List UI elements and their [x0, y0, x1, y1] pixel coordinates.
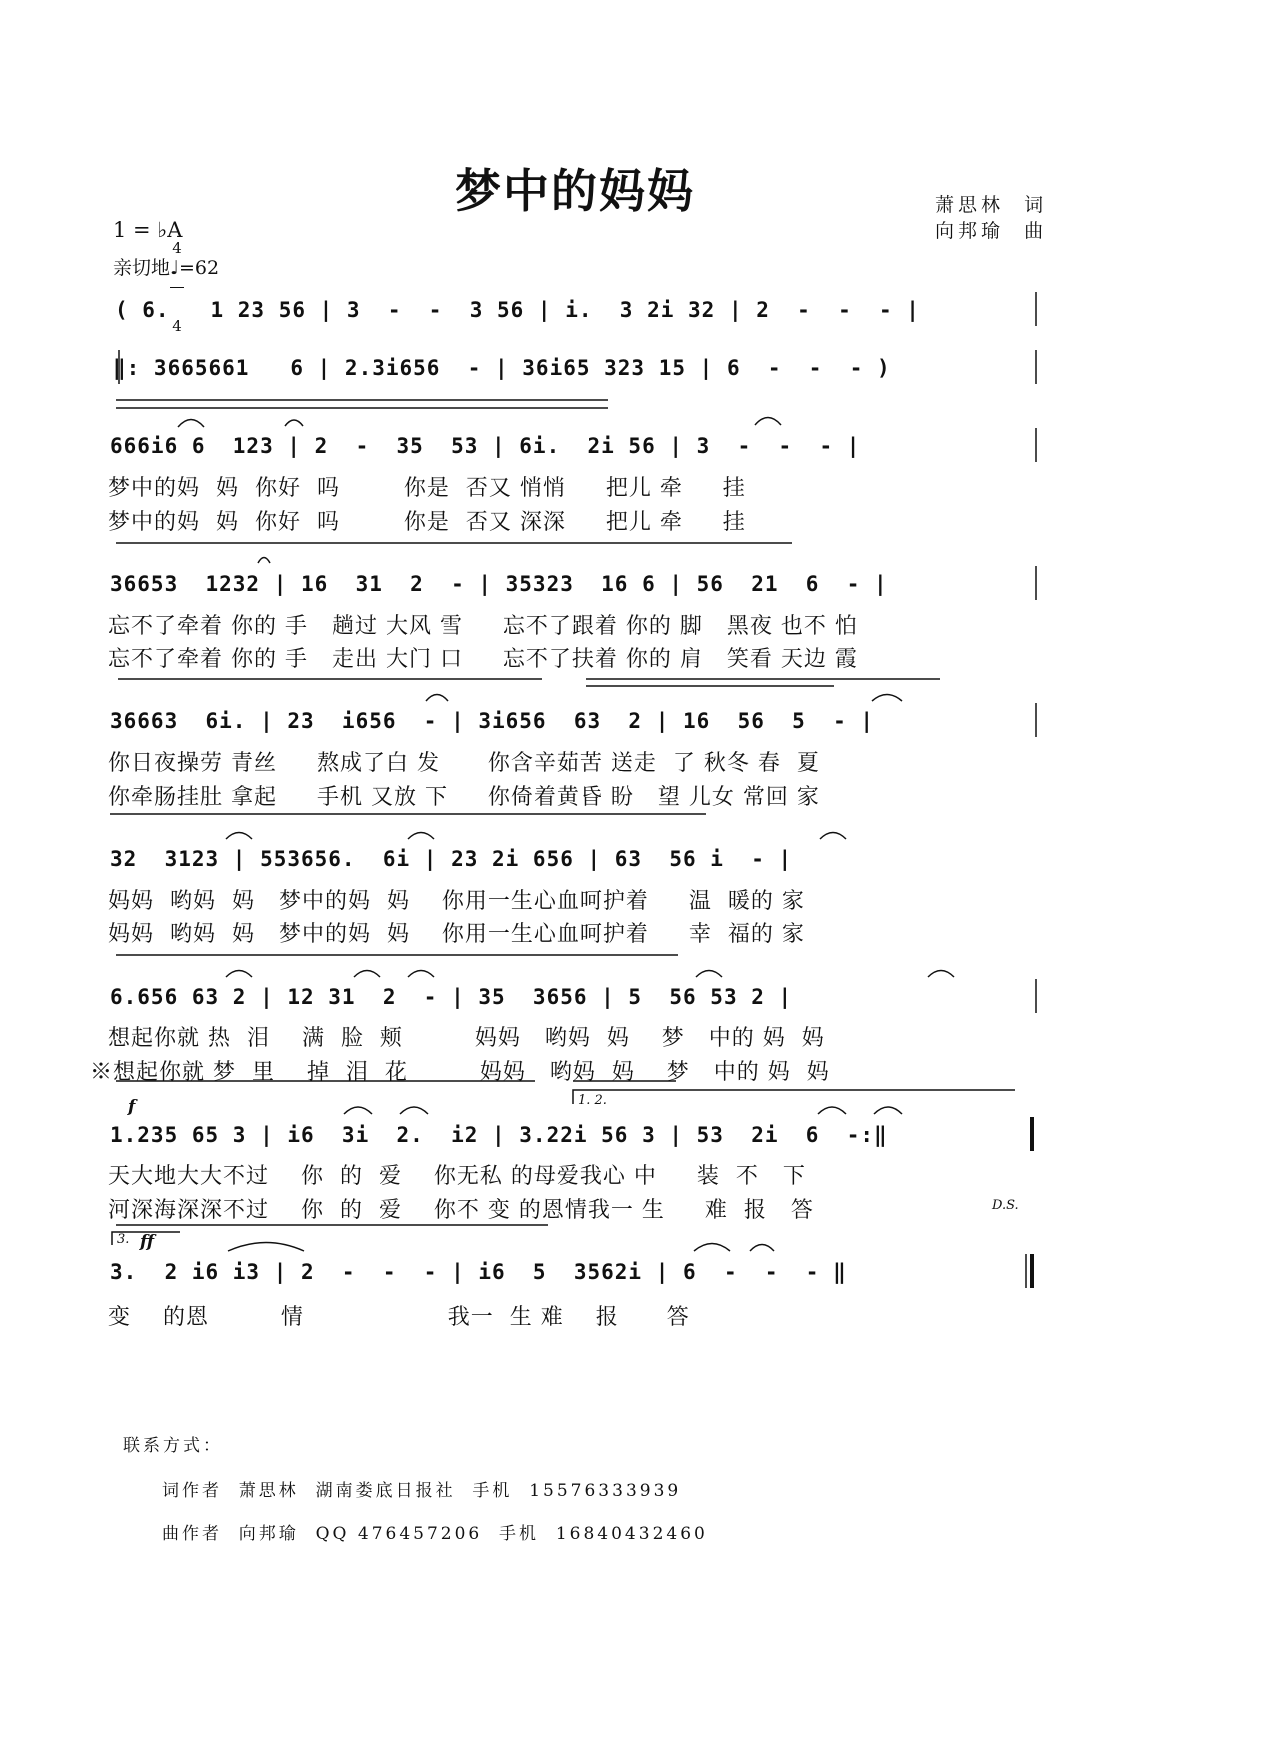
dynamic-fortissimo: ff: [140, 1232, 155, 1252]
lyric-line-3-verse-1: 梦中的妈 妈 你好 吗 你是 否又 悄悄 把儿 牵 挂: [108, 476, 746, 501]
slur: [258, 558, 270, 564]
slur: [408, 833, 434, 840]
slur: [354, 971, 380, 978]
time-signature-bottom: 4: [172, 317, 182, 335]
lyric-line-7-verse-2: ※想起你就 梦 里 掉 泪 花 妈妈 哟妈 妈 梦 中的 妈 妈: [90, 1060, 830, 1085]
slur: [178, 420, 204, 428]
volta-3-bracket: [112, 1232, 180, 1245]
slur: [928, 971, 954, 978]
slur: [226, 833, 252, 840]
slur: [872, 695, 902, 702]
notation-line-7: 6.656 63 2 | 12 31 2 - | 35 3656 | 5 56 53 2 |: [110, 985, 793, 1009]
slur: [874, 1107, 902, 1114]
lyric-line-7-verse-1: 想起你就 热 泪 满 脸 颊 妈妈 哟妈 妈 梦 中的 妈 妈: [108, 1026, 825, 1051]
lyric-line-6-verse-1: 妈妈 哟妈 妈 梦中的妈 妈 你用一生心血呵护着 温 暖的 家: [108, 889, 805, 914]
lyric-line-4-verse-2: 忘不了牵着 你的 手 走出 大门 口 忘不了扶着 你的 肩 笑看 天边 霞: [108, 647, 858, 672]
slur: [818, 1107, 846, 1114]
lyric-line-8-verse-1: 天大地大大不过 你 的 爱 你无私 的母爱我心 中 装 不 下: [108, 1164, 806, 1189]
contact-composer: 曲作者 向邦瑜 QQ 476457206 手机 16840432460: [162, 1524, 708, 1544]
contact-lyricist: 词作者 萧思林 湖南娄底日报社 手机 15576333939: [162, 1481, 682, 1501]
slur: [696, 971, 722, 978]
notation-line-9: 3. 2 i6 i3 | 2 - - - | i6 5 3562i | 6 - - - ‖: [110, 1260, 847, 1284]
tempo-marking: 亲切地♩=62: [113, 257, 220, 279]
slur: [426, 695, 448, 702]
slur: [226, 971, 252, 978]
lyricist-credit: 萧思林 词: [935, 194, 1048, 216]
slur: [750, 1245, 774, 1252]
slur: [285, 420, 303, 426]
song-title: 梦中的妈妈: [455, 164, 695, 218]
slur: [228, 1243, 304, 1252]
slur: [408, 971, 434, 978]
notation-line-8: 1.235 65 3 | i6 3i 2. i2 | 3.22i 56 3 | 53 2i 6 -:‖: [110, 1123, 888, 1147]
slur: [344, 1107, 372, 1114]
notation-line-1: ( 6. 1 23 56 | 3 - - 3 56 | i. 3 2i 32 | 2 - - - |: [115, 298, 920, 322]
slur: [755, 418, 781, 426]
volta-3-label: 3.: [117, 1232, 130, 1247]
lyric-line-6-verse-2: 妈妈 哟妈 妈 梦中的妈 妈 你用一生心血呵护着 幸 福的 家: [108, 922, 805, 947]
lyric-line-9: 变 的恩 情 我一 生 难 报 答: [108, 1305, 690, 1330]
slur: [820, 833, 846, 840]
dynamic-forte: f: [128, 1097, 136, 1117]
notation-line-3: 666i6 6 123 | 2 - 35 53 | 6i. 2i 56 | 3 - - - |: [110, 434, 861, 458]
volta-1-2-bracket: [573, 1090, 1015, 1104]
slur: [694, 1244, 730, 1252]
contact-heading: 联系方式：: [123, 1436, 223, 1456]
slur: [400, 1107, 428, 1114]
composer-credit: 向邦瑜 曲: [935, 220, 1048, 242]
notation-line-6: 32 3123 | 553656. 6i | 23 2i 656 | 63 56 i - |: [110, 847, 793, 871]
notation-line-4: 36653 1232 | 16 31 2 - | 35323 16 6 | 56 21 6 - |: [110, 572, 888, 596]
volta-1-2-label: 1. 2.: [578, 1093, 607, 1108]
key-signature: 1 = ♭A: [113, 218, 183, 242]
lyric-line-5-verse-2: 你牵肠挂肚 拿起 手机 又放 下 你倚着黄昏 盼 望 儿女 常回 家: [108, 785, 820, 810]
lyric-line-3-verse-2: 梦中的妈 妈 你好 吗 你是 否又 深深 把儿 牵 挂: [108, 510, 746, 535]
lyric-line-4-verse-1: 忘不了牵着 你的 手 趟过 大风 雪 忘不了跟着 你的 脚 黑夜 也不 怕: [108, 614, 858, 639]
time-signature-top: 4: [172, 239, 182, 257]
dal-segno-mark: D.S.: [992, 1198, 1019, 1213]
notation-line-2: ‖: 3665661 6 | 2.3i656 - | 36i65 323 15 | 6 - - - ): [113, 356, 891, 380]
notation-line-5: 36663 6i. | 23 i656 - | 3i656 63 2 | 16 56 5 - |: [110, 709, 875, 733]
lyric-line-5-verse-1: 你日夜操劳 青丝 熬成了白 发 你含辛茹苦 送走 了 秋冬 春 夏: [108, 751, 820, 776]
lyric-line-8-verse-2: 河深海深深不过 你 的 爱 你不 变 的恩情我一 生 难 报 答: [108, 1198, 814, 1223]
